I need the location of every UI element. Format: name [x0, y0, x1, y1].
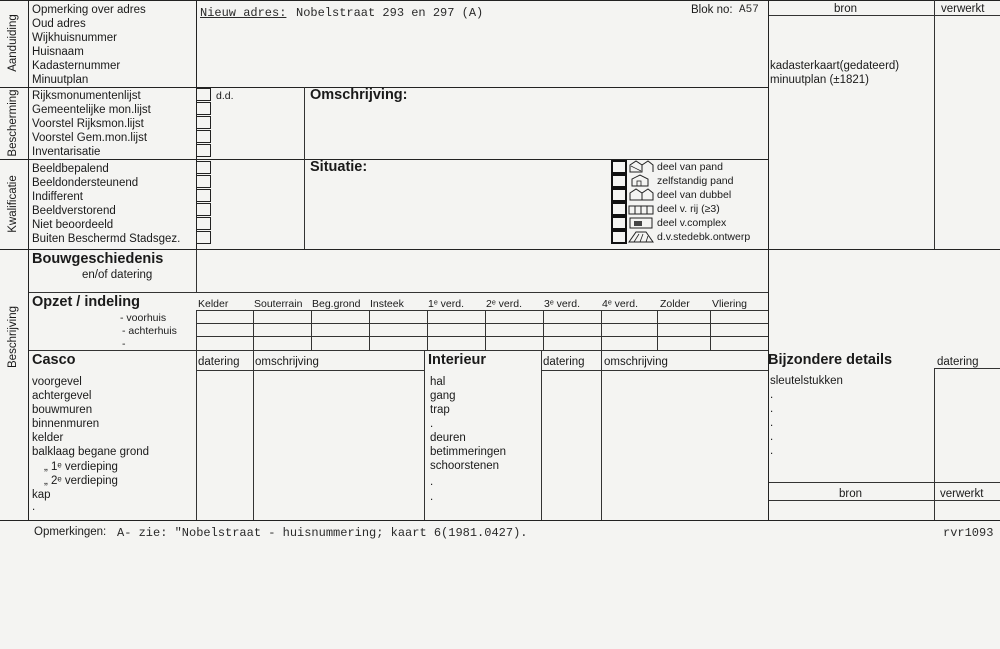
situatie-option: deel van dubbel	[657, 189, 732, 201]
kwalificatie-item: Beeldverstorend	[32, 205, 116, 217]
casco-item: voorgevel	[32, 376, 82, 388]
interieur-col-line	[541, 350, 542, 520]
opmerkingen-label: Opmerkingen:	[34, 526, 107, 538]
aanduiding-item: Kadasternummer	[32, 60, 121, 72]
house-double-icon	[628, 188, 654, 201]
bescherming-item: Voorstel Rijksmon.lijst	[32, 118, 144, 130]
section-beschrijving: Beschrijving	[7, 306, 19, 368]
floor-header: Kelder	[198, 298, 229, 310]
top-border	[0, 0, 1000, 1]
opzet-grid-line	[196, 310, 768, 311]
nieuw-adres-value[interactable]: Nobelstraat 293 en 297 (A)	[296, 6, 484, 20]
situatie-option: zelfstandig pand	[657, 175, 734, 187]
interieur-item: .	[430, 476, 434, 488]
opzet-grid-line	[485, 310, 486, 350]
house-part-icon	[628, 160, 654, 173]
interieur-datering-header: datering	[543, 356, 585, 368]
interieur-item: .	[430, 491, 434, 503]
opzet-row-label: -	[122, 338, 126, 350]
checkbox-niet-beoordeeld[interactable]	[196, 217, 211, 230]
divider-opmerkingen	[0, 520, 1000, 521]
checkbox-voorstel-gem[interactable]	[196, 130, 211, 143]
bijzondere-item: .	[770, 445, 774, 457]
opzet-row-label: - achterhuis	[122, 325, 177, 337]
kwalificatie-item: Niet beoordeeld	[32, 219, 114, 231]
opzet-grid-line	[196, 323, 768, 324]
checkbox-gemeentelijke[interactable]	[196, 102, 211, 115]
casco-item: bouwmuren	[32, 404, 93, 416]
bijzondere-label: Bijzondere details	[768, 352, 893, 368]
interieur-item: trap	[430, 404, 450, 416]
casco-col-line	[253, 350, 254, 520]
blok-label: Blok no:	[691, 4, 733, 16]
section-aanduiding: Aanduiding	[7, 14, 19, 72]
opzet-grid-line	[710, 310, 711, 350]
interieur-col-line	[601, 350, 602, 520]
bijzondere-item: .	[770, 431, 774, 443]
bron-footer-label: bron	[839, 488, 863, 500]
bijzondere-item: .	[770, 389, 774, 401]
kwalificatie-item: Beeldondersteunend	[32, 177, 139, 189]
checkbox-deel-v-rij[interactable]	[611, 202, 627, 216]
casco-item: kelder	[32, 432, 64, 444]
checkbox-rijksmonumentenlijst[interactable]	[196, 88, 211, 101]
checkbox-buiten-beschermd[interactable]	[196, 231, 211, 244]
floor-header: Insteek	[370, 298, 404, 310]
interieur-item: .	[430, 418, 434, 430]
floor-header: Souterrain	[254, 298, 303, 310]
record-code: rvr1093	[943, 526, 994, 540]
house-complex-icon	[628, 216, 654, 229]
situatie-option: deel v.complex	[657, 217, 727, 229]
opzet-grid-line	[427, 310, 428, 350]
aanduiding-item: Huisnaam	[32, 46, 84, 58]
checkbox-beeldondersteunend[interactable]	[196, 175, 211, 188]
house-standalone-icon	[628, 174, 654, 187]
datering-sub-label: en/of datering	[82, 269, 153, 281]
opzet-grid-line	[601, 310, 602, 350]
opzet-grid-line	[196, 310, 197, 350]
aanduiding-item: Minuutplan	[32, 74, 89, 86]
verwerkt-header: verwerkt	[941, 3, 985, 15]
checkbox-indifferent[interactable]	[196, 189, 211, 202]
right-panel-divider	[768, 0, 769, 520]
bescherming-item: Rijksmonumentenlijst	[32, 90, 141, 102]
checkbox-beeldverstorend[interactable]	[196, 203, 211, 216]
opzet-grid-line	[369, 310, 370, 350]
checkbox-voorstel-rijksmon[interactable]	[196, 116, 211, 129]
opzet-grid-line	[657, 310, 658, 350]
interieur-item: hal	[430, 376, 446, 388]
floor-header: Beg.grond	[312, 298, 361, 310]
house-row-icon	[628, 202, 654, 215]
checkbox-deel-v-complex[interactable]	[611, 216, 627, 230]
interieur-item: gang	[430, 390, 456, 402]
kwalificatie-item: Buiten Beschermd Stadsgez.	[32, 233, 181, 245]
situatie-label: Situatie:	[310, 159, 368, 175]
checkbox-inventarisatie[interactable]	[196, 144, 211, 157]
casco-item: „ 2ᵉ verdieping	[44, 475, 118, 487]
interieur-label: Interieur	[428, 352, 487, 368]
urban-plan-icon	[628, 230, 654, 243]
casco-col-line	[196, 350, 197, 520]
situatie-option: deel v. rij (≥3)	[657, 203, 720, 215]
casco-header-line	[196, 370, 424, 371]
bescherming-item: Gemeentelijke mon.lijst	[32, 104, 151, 116]
blok-value[interactable]: A57	[739, 4, 759, 16]
floor-header: 3ᵉ verd.	[544, 298, 581, 310]
situatie-option: deel van pand	[657, 161, 723, 173]
section-column-line	[28, 0, 29, 520]
omschrijving-label: Omschrijving:	[310, 87, 408, 103]
bron-footer-line	[768, 482, 1000, 483]
bijzondere-datering-header: datering	[937, 356, 979, 368]
opzet-row-label: - voorhuis	[120, 312, 167, 324]
dd-column-line	[304, 87, 305, 249]
verwerkt-divider-top	[934, 0, 935, 249]
bijzondere-item: .	[770, 403, 774, 415]
aanduiding-item: Opmerking over adres	[32, 4, 146, 16]
divider-kwalificatie	[0, 249, 1000, 250]
floor-header: 1ᵉ verd.	[428, 298, 465, 310]
checkbox-deel-van-pand[interactable]	[611, 160, 627, 174]
interieur-omschrijving-header: omschrijving	[604, 356, 668, 368]
opmerking-text[interactable]: A- zie: "Nobelstraat - huisnummering; kaart 6(1981.0427).	[117, 526, 528, 540]
bescherming-item: Inventarisatie	[32, 146, 101, 158]
section-bescherming: Bescherming	[7, 89, 19, 157]
floor-header: 4ᵉ verd.	[602, 298, 639, 310]
bouwgeschiedenis-label: Bouwgeschiedenis	[32, 251, 164, 267]
kwalificatie-item: Beeldbepalend	[32, 163, 109, 175]
bouw-column-line	[196, 250, 197, 292]
interieur-item: betimmeringen	[430, 446, 507, 458]
floor-header: 2ᵉ verd.	[486, 298, 523, 310]
dd-label: d.d.	[216, 90, 234, 102]
bescherming-item: Voorstel Gem.mon.lijst	[32, 132, 148, 144]
divider-opzet	[28, 350, 768, 351]
aanduiding-item: Oud adres	[32, 18, 86, 30]
casco-item: achtergevel	[32, 390, 92, 402]
kwalificatie-item: Indifferent	[32, 191, 83, 203]
bron-header: bron	[834, 3, 858, 15]
bijzondere-item: sleutelstukken	[770, 375, 843, 387]
floor-header: Zolder	[660, 298, 690, 310]
verwerkt-footer-label: verwerkt	[940, 488, 984, 500]
checkbox-zelfstandig-pand[interactable]	[611, 174, 627, 188]
floor-header: Vliering	[712, 298, 748, 310]
opzet-grid-line	[311, 310, 312, 350]
interieur-header-line	[541, 370, 768, 371]
divider-bouwgeschiedenis	[28, 292, 768, 293]
casco-item: .	[32, 501, 36, 513]
kadaster-note: kadasterkaart(gedateerd)	[770, 60, 900, 72]
casco-item: balklaag begane grond	[32, 446, 150, 458]
checkbox-beeldbepalend[interactable]	[196, 161, 211, 174]
opzet-grid-line	[253, 310, 254, 350]
aanduiding-item: Wijkhuisnummer	[32, 32, 117, 44]
nieuw-adres-label: Nieuw adres:	[200, 6, 287, 20]
casco-item: „ 1ᵉ verdieping	[44, 461, 118, 473]
interieur-item: schoorstenen	[430, 460, 500, 472]
minuutplan-note: minuutplan (±1821)	[770, 74, 870, 86]
verwerkt-divider-bottom	[934, 368, 935, 520]
checkbox-deel-van-dubbel[interactable]	[611, 188, 627, 202]
section-kwalificatie: Kwalificatie	[7, 175, 19, 233]
opzet-grid-line	[196, 336, 768, 337]
opzet-label: Opzet / indeling	[32, 294, 140, 310]
situatie-option: d.v.stedebk.ontwerp	[657, 231, 751, 243]
interieur-item: deuren	[430, 432, 466, 444]
casco-datering-header: datering	[198, 356, 240, 368]
casco-item: kap	[32, 489, 51, 501]
casco-omschrijving-header: omschrijving	[255, 356, 319, 368]
checkbox-stedebk-ontwerp[interactable]	[611, 230, 627, 244]
bijzondere-item: .	[770, 417, 774, 429]
casco-interieur-divider	[424, 350, 425, 520]
casco-label: Casco	[32, 352, 76, 368]
opzet-grid-line	[543, 310, 544, 350]
casco-item: binnenmuren	[32, 418, 100, 430]
